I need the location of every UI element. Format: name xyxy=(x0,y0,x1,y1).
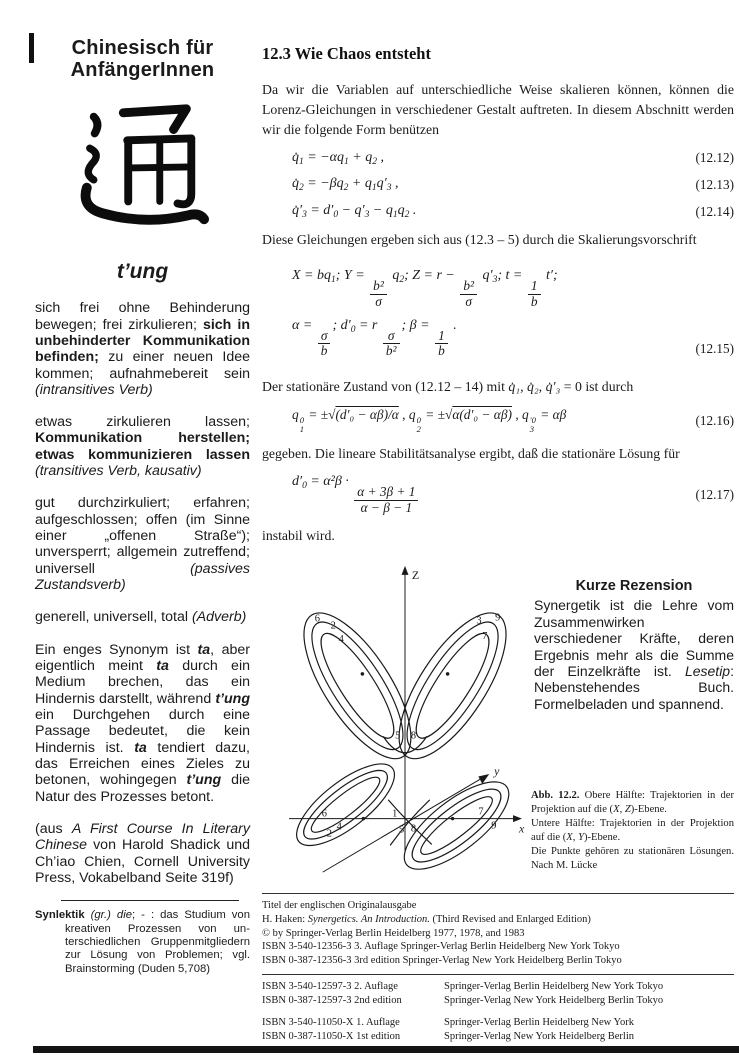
tung-box-right-hook xyxy=(177,139,191,205)
upper-right-wing xyxy=(379,598,526,775)
chinese-lesson-title xyxy=(35,38,250,81)
isbn-editions-table xyxy=(262,980,734,1044)
lobe-crossing-curve xyxy=(388,800,432,845)
equation-12-16 xyxy=(262,407,734,434)
scan-artifact-mark xyxy=(29,33,34,63)
equation-12-14-body: $q̇'_3 = d'_0 - q'_3 - q_1q_2$ . xyxy=(292,203,417,221)
figure-point-label: 6 xyxy=(321,809,327,821)
publisher-cell: Springer-Verlag New York Heidelberg Berlin Tokyo xyxy=(444,994,664,1006)
equation-12-14-number: (12.14) xyxy=(695,203,734,219)
chinese-character-block xyxy=(35,97,250,240)
equation-12-12-body: $q̇_1 = -\alpha q_1 + q_2$ , xyxy=(292,149,384,167)
x-axis-label: x xyxy=(518,821,525,836)
equation-12-16-number: (12.16) xyxy=(695,412,734,428)
equation-12-15-number: (12.15) xyxy=(695,341,734,357)
synonym-paragraph: Ein enges Synonym ist ta, aber eigentlich meint ta durch ein Medium brechen, das ein Hindernis darstellt, während t’ung ein Durchgehen durch eine Passage bedeutet, die kein Hindernis ist. ta tendiert dazu, das Erreichen eines Zieles zu betonen, wohingegen t’ung die Natur des Prozesses betont. xyxy=(35,641,251,805)
equation-12-12 xyxy=(262,150,734,167)
definition-paragraph-4: generell, universell, total (Adverb) xyxy=(35,609,247,626)
figure-block xyxy=(262,555,734,887)
isbn-cell: ISBN 3-540-11050-X 1. Auflage xyxy=(262,1017,400,1029)
trajectory-loop xyxy=(284,598,431,775)
equation-12-15-line2: α = $\frac{\sigma}{b}$ ; $d'_0 = r$ $\frac{\sigma}{\text{b²}}$ ; β = $\frac{1}{b}$ . xyxy=(292,317,457,359)
imprint-divider-top xyxy=(262,893,734,894)
trajectory-loop xyxy=(379,598,526,775)
figure-point-label: 9 xyxy=(495,612,501,624)
figure-point-label: 8 xyxy=(410,823,417,835)
trajectory-loop xyxy=(391,610,514,762)
figure-point-label: 7 xyxy=(478,807,484,819)
figure-point-label: 8 xyxy=(410,730,417,742)
title-line-1: Chinesisch für xyxy=(71,37,214,59)
synlektik-footnote: Synlektik (gr.) die; - : das Studium von kreativen Prozessen von unterschiedlichen Gruppenmitgliedern zur Lösung von Problemen; vgl. Brainstorming (Duden 5,708) xyxy=(35,909,250,975)
figure-point-label: 3 xyxy=(476,615,482,627)
equation-12-17-number: (12.17) xyxy=(695,486,734,502)
imprint-divider-bottom xyxy=(262,974,734,975)
upper-left-wing xyxy=(284,598,431,775)
publisher-cell: Springer-Verlag New York Heidelberg Berlin xyxy=(444,1031,635,1043)
stationary-point-dot xyxy=(451,817,454,820)
given-paragraph: gegeben. Die lineare Stabilitätsanalyse ergibt, daß die stationäre Lösung für xyxy=(262,446,680,462)
trajectory-loop xyxy=(285,751,407,860)
equation-12-14 xyxy=(262,203,734,220)
figure-point-label: 5 xyxy=(395,730,401,742)
trajectory-loop xyxy=(306,771,386,840)
copyright-line: © by Springer-Verlag Berlin Heidelberg 1977, 1978, and 1983 xyxy=(262,927,525,939)
trajectory-loop xyxy=(415,790,499,862)
lower-left-lobe xyxy=(285,751,407,860)
isbn-cell: ISBN 3-540-12597-3 2. Auflage xyxy=(262,980,398,992)
equation-12-13-number: (12.13) xyxy=(695,176,734,192)
figure-point-label: 5 xyxy=(399,824,405,836)
figure-point-label: 2 xyxy=(326,828,332,840)
left-column-divider xyxy=(61,900,239,901)
caption-line-3: Die Punkte gehören zu stationären Lösungen. Nach M. Lücke xyxy=(531,846,734,872)
figure-caption xyxy=(531,789,734,873)
figure-point-label: 7 xyxy=(482,631,488,643)
review-body: Synergetik ist die Lehre vom Zusammenwirken verschiedener Kräfte, deren Ergebnis mehr als die Summe der Einzelkräfte ist. Lesetip: Nebenstehendes Buch. Formelbeladen und spannend. xyxy=(534,597,734,712)
instabil-paragraph: instabil wird. xyxy=(262,527,335,543)
equation-12-12-number: (12.12) xyxy=(695,150,734,165)
figure-point-label: 9 xyxy=(491,820,497,832)
figure-point-label: 4 xyxy=(336,821,342,833)
figure-point-label: 6 xyxy=(314,613,321,625)
y-axis-label: y xyxy=(494,764,500,779)
isbn-3rd-de: ISBN 3-540-12356-3 3. Auflage Springer-Verlag Berlin Heidelberg New York Tokyo xyxy=(262,941,620,953)
trajectory-loop xyxy=(296,610,419,762)
chinese-character-tung-drawing xyxy=(73,97,213,235)
radical-dot-stroke xyxy=(93,117,97,134)
lorenz-attractor-figure xyxy=(280,555,530,887)
equation-12-15 xyxy=(262,260,734,367)
title-line-2: AnfängerInnen xyxy=(70,58,215,81)
original-title: H. Haken: Synergetics. An Introduction. (Third Revised and Enlarged Edition) xyxy=(262,914,591,926)
definition-paragraph-1: sich frei ohne Behinderung bewegen; frei zirkulieren; sich in unbehinderter Kommunikation befinden; zu einer neuen Idee kommen; aufnahmebereit sein (intransitives Verb) xyxy=(35,300,250,398)
stationary-point-dot xyxy=(362,817,365,820)
equation-12-17 xyxy=(262,474,734,516)
trajectory-loop xyxy=(310,626,405,747)
definition-paragraph-2: etwas zirkulieren lassen; Kommunikation herstellen; etwas kommunizieren lassen (transitives Verb, kausativ) xyxy=(35,414,250,480)
intro-paragraph: Da wir die Variablen auf unterschiedliche Weise skalieren können, können die Lorenz-Gleichungen in verschiedener Gestalt auftreten. In diesem Abschnitt werden wir die folgende Form benützen xyxy=(262,82,734,137)
equation-12-13 xyxy=(262,176,734,193)
stationary-point-dot xyxy=(361,673,365,677)
equation-12-15-body xyxy=(292,260,696,367)
equation-12-16-body: q 0 1 = ±√(d′₀ − αβ)/α , q 0 2 = ±√α(d′₀ − αβ) , q ′0 3 = αβ xyxy=(292,406,567,435)
z-axis-label: Z xyxy=(411,568,420,583)
isbn-3rd-en: ISBN 0-387-12356-3 3rd edition Springer-Verlag New York Heidelberg Berlin Tokyo xyxy=(262,955,622,967)
figure-point-label: 2 xyxy=(330,620,336,632)
romanization-label: t’ung xyxy=(116,260,169,284)
imprint-block xyxy=(262,899,734,967)
stationary-state-paragraph: Der stationäre Zustand von (12.12 – 14) mit q̇₁, q̇₂, q̇′₃ = 0 ist durch xyxy=(262,379,634,395)
scaling-paragraph: Diese Gleichungen ergeben sich aus (12.3 – 5) durch die Skalierungsvorschrift xyxy=(262,232,697,248)
main-column-chaos-section xyxy=(262,42,734,1044)
review-title: Kurze Rezension xyxy=(575,578,693,595)
equation-12-17-body: $d'_0 = \alpha^2\beta$ · $\frac{\alpha + 3\beta + 1}{\alpha - \beta - 1}$ xyxy=(292,474,696,516)
isbn-cell: ISBN 0-387-12597-3 2nd edition xyxy=(262,994,402,1006)
trajectory-loop xyxy=(295,761,396,850)
scan-bottom-edge-bar xyxy=(33,1046,739,1053)
section-heading: 12.3 Wie Chaos entsteht xyxy=(262,44,431,63)
original-title-note: Titel der englischen Originalausgabe xyxy=(262,900,417,912)
radical-zigzag-stroke xyxy=(88,148,96,180)
definition-paragraph-3: gut durchzirkuliert; erfahren; aufgeschlossen; offen (im Sinne einer „offenen Straße“); unversperrt; allgemein zutreffend; universell (passives Zustandsverb) xyxy=(35,495,250,594)
left-column-chinese-lesson xyxy=(35,38,250,976)
stationary-point-dot xyxy=(446,673,450,677)
caption-line-1: Abb. 12.2. Obere Hälfte: Trajektorien in der Projektion auf die (X, Z)-Ebene. xyxy=(531,790,734,816)
source-paragraph: (aus A First Course In Literary Chinese von Harold Shadick und Ch’iao Chien, Cornell University Press, Vokabelband Seite 319f) xyxy=(35,821,250,887)
publisher-cell: Springer-Verlag Berlin Heidelberg New York Tokyo xyxy=(444,980,664,992)
equation-12-15-line1: $X = bq_1$; Y = $\frac{\text{b²}}{\sigma}$ $q_2$; Z = r − $\frac{\text{b²}}{\sigma}$ $q'_3$; t = $\frac{1}{b}$ t′; xyxy=(292,267,558,309)
tung-top-stroke xyxy=(123,109,186,130)
review-box xyxy=(534,579,734,712)
z-axis-arrow xyxy=(402,566,409,575)
publisher-cell: Springer-Verlag Berlin Heidelberg New York xyxy=(444,1017,635,1029)
equation-12-13-body: $q̇_2 = -\beta q_2 + q_1q'_3$ , xyxy=(292,176,399,194)
trajectory-loop xyxy=(405,626,500,747)
figure-point-label: 1 xyxy=(392,809,398,821)
isbn-cell: ISBN 0-387-11050-X 1st edition xyxy=(262,1031,401,1043)
figure-point-label: 4 xyxy=(338,634,344,646)
caption-line-2: Untere Hälfte: Trajektorien in der Projektion auf die (X, Y)-Ebene. xyxy=(531,818,734,844)
